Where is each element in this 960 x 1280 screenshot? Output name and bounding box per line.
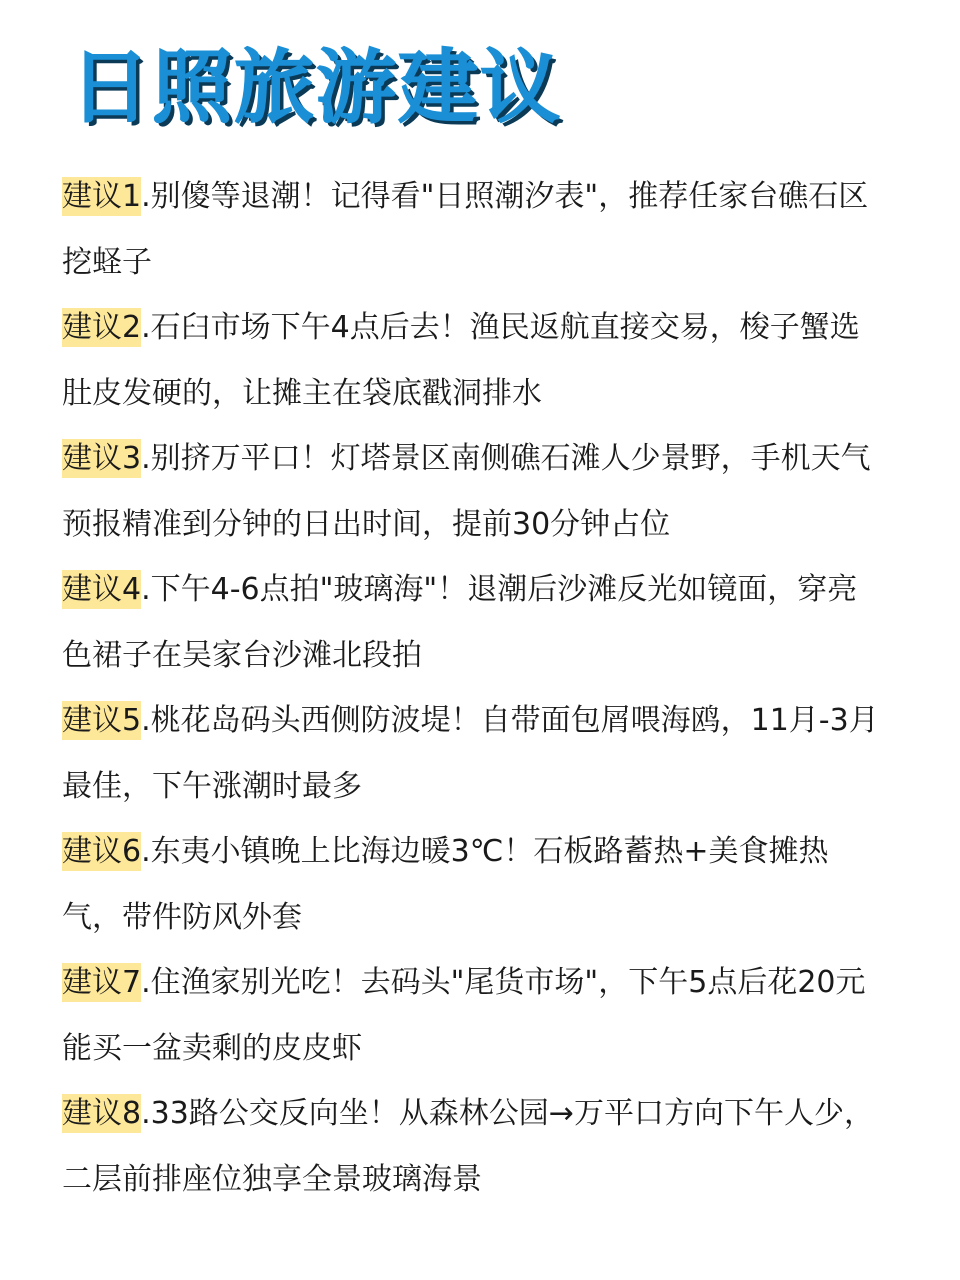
tip-label: 建议7 [62, 965, 142, 1000]
tip-item [62, 426, 882, 557]
tip-text: .桃花岛码头西侧防波堤！自带面包屑喂海鸥，11月-3月最佳，下午涨潮时最多 [62, 703, 879, 804]
tip-text: .住渔家别光吃！去码头"尾货市场"，下午5点后花20元能买一盆卖剩的皮皮虾 [62, 965, 866, 1066]
tip-item [62, 164, 882, 295]
tip-item [62, 688, 882, 819]
tip-label: 建议5 [62, 703, 142, 738]
tip-item [62, 295, 882, 426]
tip-label: 建议6 [62, 834, 142, 869]
tip-label: 建议2 [62, 310, 142, 345]
tip-label: 建议4 [62, 572, 142, 607]
tip-item [62, 819, 882, 950]
tip-item [62, 950, 882, 1081]
tip-item [62, 1081, 882, 1212]
tip-item [62, 557, 882, 688]
tip-text: .33路公交反向坐！从森林公园→万平口方向下午人少，二层前排座位独享全景玻璃海景 [62, 1096, 874, 1197]
tip-label: 建议8 [62, 1096, 142, 1131]
tip-label: 建议3 [62, 441, 142, 476]
tip-text: .下午4-6点拍"玻璃海"！退潮后沙滩反光如镜面，穿亮色裙子在吴家台沙滩北段拍 [62, 572, 858, 673]
tips-list [62, 164, 882, 1212]
tip-text: .别挤万平口！灯塔景区南侧礁石滩人少景野，手机天气预报精准到分钟的日出时间，提前30分钟占位 [62, 441, 871, 542]
tip-text: .石臼市场下午4点后去！渔民返航直接交易，梭子蟹选肚皮发硬的，让摊主在袋底戳洞排水 [62, 310, 860, 411]
tip-text: .东夷小镇晚上比海边暖3℃！石板路蓄热+美食摊热气，带件防风外套 [62, 834, 829, 935]
page-title: 日照旅游建议 [70, 41, 562, 134]
tip-text: .别傻等退潮！记得看"日照潮汐表"，推荐任家台礁石区挖蛏子 [62, 179, 869, 280]
tip-label: 建议1 [62, 179, 142, 214]
